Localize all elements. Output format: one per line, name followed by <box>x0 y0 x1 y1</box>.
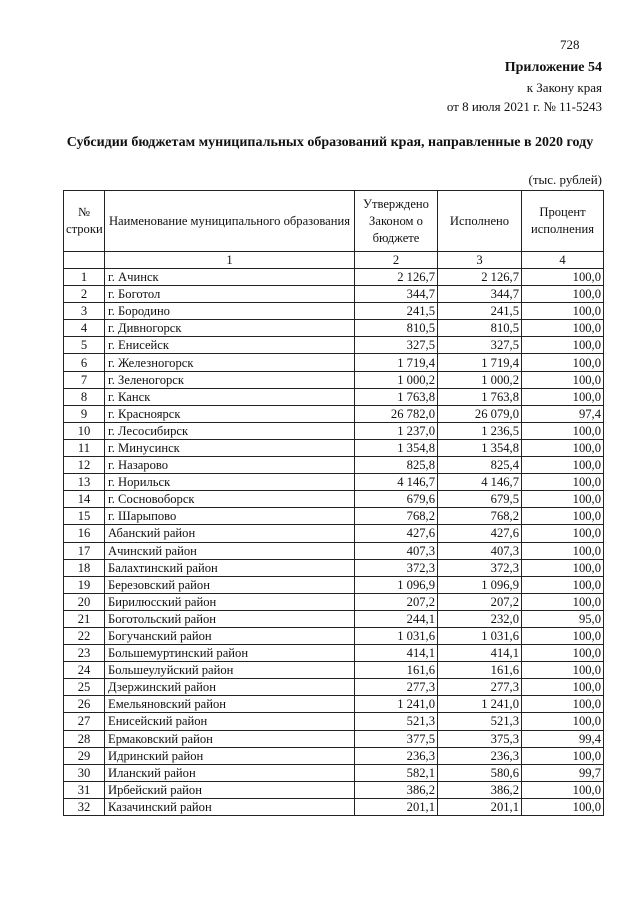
executed-amount: 679,5 <box>438 491 522 508</box>
approved-amount: 521,3 <box>355 713 438 730</box>
municipality-name: Иланский район <box>105 764 355 781</box>
column-number: 3 <box>438 252 522 269</box>
executed-amount: 580,6 <box>438 764 522 781</box>
executed-amount: 1 763,8 <box>438 388 522 405</box>
column-number: 2 <box>355 252 438 269</box>
table-row <box>64 422 604 439</box>
execution-percent: 100,0 <box>522 269 604 286</box>
execution-percent: 100,0 <box>522 559 604 576</box>
approved-amount: 768,2 <box>355 508 438 525</box>
row-number: 23 <box>64 645 105 662</box>
row-number: 2 <box>64 286 105 303</box>
municipality-name: Емельяновский район <box>105 696 355 713</box>
table-row <box>64 559 604 576</box>
municipality-name: Большемуртинский район <box>105 645 355 662</box>
row-number: 32 <box>64 798 105 815</box>
header-num: № строки <box>64 191 105 252</box>
municipality-name: Идринский район <box>105 747 355 764</box>
execution-percent: 100,0 <box>522 286 604 303</box>
municipality-name: г. Дивногорск <box>105 320 355 337</box>
row-number: 27 <box>64 713 105 730</box>
table-header-row <box>64 191 604 252</box>
execution-percent: 100,0 <box>522 457 604 474</box>
municipality-name: г. Назарово <box>105 457 355 474</box>
execution-percent: 100,0 <box>522 627 604 644</box>
executed-amount: 372,3 <box>438 559 522 576</box>
approved-amount: 236,3 <box>355 747 438 764</box>
municipality-name: г. Сосновоборск <box>105 491 355 508</box>
executed-amount: 1 719,4 <box>438 354 522 371</box>
approved-amount: 201,1 <box>355 798 438 815</box>
executed-amount: 2 126,7 <box>438 269 522 286</box>
municipality-name: г. Красноярск <box>105 405 355 422</box>
execution-percent: 100,0 <box>522 508 604 525</box>
execution-percent: 100,0 <box>522 542 604 559</box>
table-row <box>64 269 604 286</box>
execution-percent: 100,0 <box>522 388 604 405</box>
approved-amount: 2 126,7 <box>355 269 438 286</box>
execution-percent: 99,7 <box>522 764 604 781</box>
execution-percent: 100,0 <box>522 439 604 456</box>
row-number: 11 <box>64 439 105 456</box>
executed-amount: 1 000,2 <box>438 371 522 388</box>
table-row <box>64 457 604 474</box>
table-row <box>64 696 604 713</box>
table-row <box>64 764 604 781</box>
row-number: 26 <box>64 696 105 713</box>
approved-amount: 161,6 <box>355 662 438 679</box>
row-number: 19 <box>64 576 105 593</box>
execution-percent: 100,0 <box>522 747 604 764</box>
table-row <box>64 525 604 542</box>
header-percent: Процент исполнения <box>522 191 604 252</box>
column-number-blank <box>64 252 105 269</box>
table-row <box>64 662 604 679</box>
row-number: 9 <box>64 405 105 422</box>
execution-percent: 100,0 <box>522 798 604 815</box>
execution-percent: 95,0 <box>522 610 604 627</box>
column-number: 4 <box>522 252 604 269</box>
approved-amount: 679,6 <box>355 491 438 508</box>
approved-amount: 825,8 <box>355 457 438 474</box>
table-row <box>64 798 604 815</box>
municipality-name: г. Ачинск <box>105 269 355 286</box>
table-row <box>64 354 604 371</box>
executed-amount: 277,3 <box>438 679 522 696</box>
execution-percent: 100,0 <box>522 713 604 730</box>
row-number: 31 <box>64 781 105 798</box>
row-number: 16 <box>64 525 105 542</box>
municipality-name: г. Зеленогорск <box>105 371 355 388</box>
executed-amount: 1 241,0 <box>438 696 522 713</box>
table-row <box>64 491 604 508</box>
executed-amount: 1 354,8 <box>438 439 522 456</box>
execution-percent: 100,0 <box>522 303 604 320</box>
execution-percent: 100,0 <box>522 593 604 610</box>
row-number: 18 <box>64 559 105 576</box>
header-executed: Исполнено <box>438 191 522 252</box>
municipality-name: г. Канск <box>105 388 355 405</box>
execution-percent: 100,0 <box>522 354 604 371</box>
execution-percent: 100,0 <box>522 576 604 593</box>
row-number: 14 <box>64 491 105 508</box>
execution-percent: 100,0 <box>522 525 604 542</box>
execution-percent: 100,0 <box>522 781 604 798</box>
execution-percent: 100,0 <box>522 679 604 696</box>
row-number: 25 <box>64 679 105 696</box>
municipality-name: Абанский район <box>105 525 355 542</box>
row-number: 10 <box>64 422 105 439</box>
execution-percent: 100,0 <box>522 320 604 337</box>
row-number: 28 <box>64 730 105 747</box>
municipality-name: Богучанский район <box>105 627 355 644</box>
approved-amount: 1 096,9 <box>355 576 438 593</box>
approved-amount: 4 146,7 <box>355 474 438 491</box>
column-number-row <box>64 252 604 269</box>
execution-percent: 100,0 <box>522 696 604 713</box>
executed-amount: 327,5 <box>438 337 522 354</box>
executed-amount: 375,3 <box>438 730 522 747</box>
executed-amount: 407,3 <box>438 542 522 559</box>
municipality-name: Казачинский район <box>105 798 355 815</box>
approved-amount: 244,1 <box>355 610 438 627</box>
executed-amount: 414,1 <box>438 645 522 662</box>
approved-amount: 327,5 <box>355 337 438 354</box>
approved-amount: 372,3 <box>355 559 438 576</box>
table-row <box>64 713 604 730</box>
executed-amount: 825,4 <box>438 457 522 474</box>
executed-amount: 241,5 <box>438 303 522 320</box>
municipality-name: Березовский район <box>105 576 355 593</box>
column-number: 1 <box>105 252 355 269</box>
row-number: 5 <box>64 337 105 354</box>
execution-percent: 100,0 <box>522 662 604 679</box>
execution-percent: 100,0 <box>522 337 604 354</box>
executed-amount: 232,0 <box>438 610 522 627</box>
table-row <box>64 508 604 525</box>
executed-amount: 427,6 <box>438 525 522 542</box>
municipality-name: г. Лесосибирск <box>105 422 355 439</box>
municipality-name: г. Бородино <box>105 303 355 320</box>
municipality-name: Большеулуйский район <box>105 662 355 679</box>
approved-amount: 277,3 <box>355 679 438 696</box>
row-number: 12 <box>64 457 105 474</box>
row-number: 15 <box>64 508 105 525</box>
row-number: 3 <box>64 303 105 320</box>
executed-amount: 1 031,6 <box>438 627 522 644</box>
table-row <box>64 474 604 491</box>
approved-amount: 241,5 <box>355 303 438 320</box>
row-number: 22 <box>64 627 105 644</box>
table-row <box>64 286 604 303</box>
executed-amount: 1 096,9 <box>438 576 522 593</box>
header-name: Наименование муниципального образования <box>105 191 355 252</box>
municipality-name: Ачинский район <box>105 542 355 559</box>
municipality-name: Балахтинский район <box>105 559 355 576</box>
executed-amount: 161,6 <box>438 662 522 679</box>
execution-percent: 100,0 <box>522 491 604 508</box>
municipality-name: Дзержинский район <box>105 679 355 696</box>
row-number: 8 <box>64 388 105 405</box>
approved-amount: 1 000,2 <box>355 371 438 388</box>
row-number: 6 <box>64 354 105 371</box>
appendix-law: к Закону края <box>526 80 602 95</box>
row-number: 29 <box>64 747 105 764</box>
table-row <box>64 645 604 662</box>
executed-amount: 768,2 <box>438 508 522 525</box>
executed-amount: 810,5 <box>438 320 522 337</box>
approved-amount: 582,1 <box>355 764 438 781</box>
table-row <box>64 303 604 320</box>
execution-percent: 100,0 <box>522 422 604 439</box>
row-number: 4 <box>64 320 105 337</box>
row-number: 20 <box>64 593 105 610</box>
table-row <box>64 730 604 747</box>
table-row <box>64 542 604 559</box>
table-row <box>64 679 604 696</box>
municipality-name: Енисейский район <box>105 713 355 730</box>
approved-amount: 1 237,0 <box>355 422 438 439</box>
approved-amount: 407,3 <box>355 542 438 559</box>
municipality-name: г. Минусинск <box>105 439 355 456</box>
approved-amount: 810,5 <box>355 320 438 337</box>
approved-amount: 1 031,6 <box>355 627 438 644</box>
approved-amount: 207,2 <box>355 593 438 610</box>
approved-amount: 386,2 <box>355 781 438 798</box>
municipality-name: Ермаковский район <box>105 730 355 747</box>
table-row <box>64 337 604 354</box>
execution-percent: 100,0 <box>522 474 604 491</box>
executed-amount: 236,3 <box>438 747 522 764</box>
table-row <box>64 439 604 456</box>
municipality-name: г. Шарыпово <box>105 508 355 525</box>
table-row <box>64 781 604 798</box>
executed-amount: 386,2 <box>438 781 522 798</box>
municipality-name: г. Железногорск <box>105 354 355 371</box>
approved-amount: 26 782,0 <box>355 405 438 422</box>
appendix-date: от 8 июля 2021 г. № 11-5243 <box>446 99 602 114</box>
appendix-title: Приложение 54 <box>504 60 602 75</box>
executed-amount: 207,2 <box>438 593 522 610</box>
approved-amount: 1 354,8 <box>355 439 438 456</box>
table-row <box>64 405 604 422</box>
approved-amount: 1 763,8 <box>355 388 438 405</box>
execution-percent: 100,0 <box>522 645 604 662</box>
table-row <box>64 576 604 593</box>
municipality-name: г. Енисейск <box>105 337 355 354</box>
execution-percent: 99,4 <box>522 730 604 747</box>
executed-amount: 201,1 <box>438 798 522 815</box>
municipality-name: Бирилюсский район <box>105 593 355 610</box>
table-row <box>64 627 604 644</box>
row-number: 21 <box>64 610 105 627</box>
subsidies-table <box>63 190 604 816</box>
executed-amount: 26 079,0 <box>438 405 522 422</box>
row-number: 13 <box>64 474 105 491</box>
approved-amount: 377,5 <box>355 730 438 747</box>
table-row <box>64 320 604 337</box>
table-row <box>64 610 604 627</box>
row-number: 7 <box>64 371 105 388</box>
municipality-name: Ирбейский район <box>105 781 355 798</box>
table-row <box>64 388 604 405</box>
row-number: 24 <box>64 662 105 679</box>
approved-amount: 1 241,0 <box>355 696 438 713</box>
approved-amount: 1 719,4 <box>355 354 438 371</box>
execution-percent: 100,0 <box>522 371 604 388</box>
executed-amount: 521,3 <box>438 713 522 730</box>
approved-amount: 414,1 <box>355 645 438 662</box>
table-row <box>64 593 604 610</box>
table-row <box>64 747 604 764</box>
document-title: Субсидии бюджетам муниципальных образований края, направленные в 2020 году <box>66 135 594 150</box>
approved-amount: 427,6 <box>355 525 438 542</box>
approved-amount: 344,7 <box>355 286 438 303</box>
executed-amount: 1 236,5 <box>438 422 522 439</box>
row-number: 17 <box>64 542 105 559</box>
page-number: 728 <box>560 37 580 52</box>
units-label: (тыс. рублей) <box>528 172 602 187</box>
executed-amount: 4 146,7 <box>438 474 522 491</box>
municipality-name: Боготольский район <box>105 610 355 627</box>
row-number: 30 <box>64 764 105 781</box>
table-row <box>64 371 604 388</box>
row-number: 1 <box>64 269 105 286</box>
municipality-name: г. Боготол <box>105 286 355 303</box>
executed-amount: 344,7 <box>438 286 522 303</box>
header-approved: Утверждено Законом о бюджете <box>355 191 438 252</box>
municipality-name: г. Норильск <box>105 474 355 491</box>
execution-percent: 97,4 <box>522 405 604 422</box>
